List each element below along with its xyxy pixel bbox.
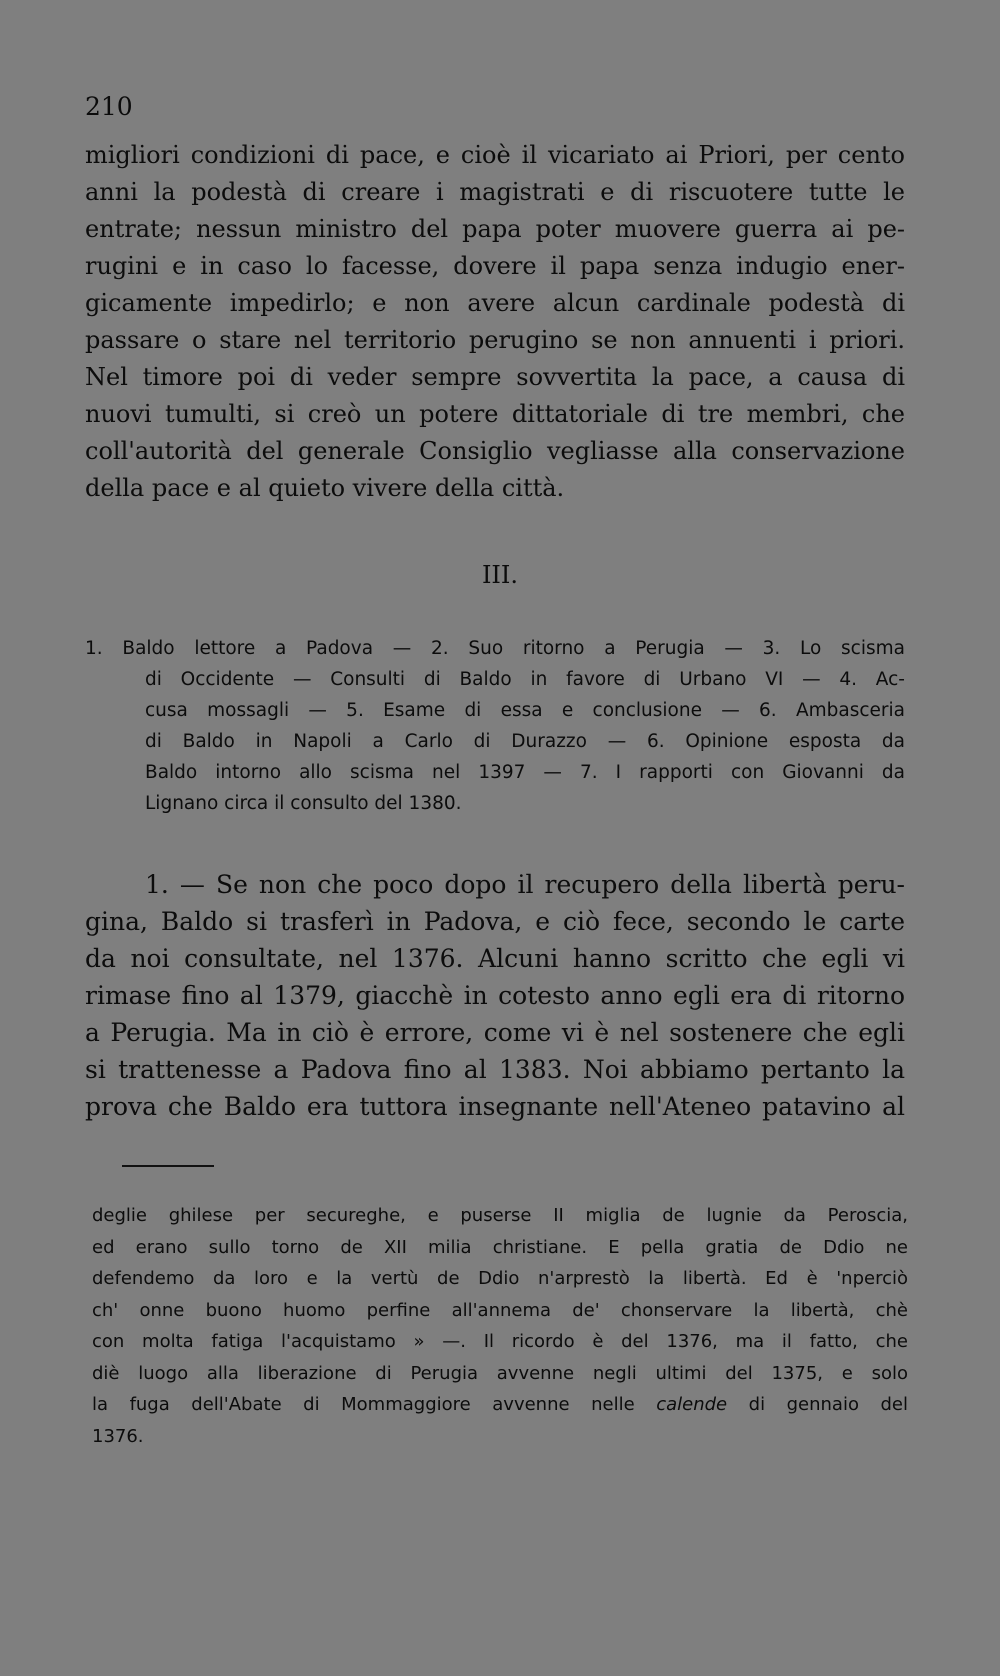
summary-line: 1. Baldo lettore a Padova — 2. Suo ritorno a Perugia — 3. Lo scisma	[85, 638, 905, 659]
text-line: si trattenesse a Padova fino al 1383. Noi abbiamo pertanto la	[85, 1055, 905, 1084]
footnote-line: defendemo da loro e la vertù de Ddio n'arprestò la libertà. Ed è 'nperciò	[92, 1268, 908, 1289]
text-line: passare o stare nel territorio perugino se non annuenti i priori.	[85, 326, 905, 354]
text-line: nuovi tumulti, si creò un potere dittatoriale di tre membri, che	[85, 400, 905, 428]
footnote-line: diè luogo alla liberazione di Perugia avvenne negli ultimi del 1375, e solo	[92, 1362, 908, 1384]
text-line: della pace e al quieto vivere della città.	[85, 474, 565, 502]
text-line: Nel timore poi di veder sempre sovvertita la pace, a causa di	[85, 363, 905, 391]
text-line: rimase fino al 1379, giacchè in cotesto anno egli era di ritorno	[85, 981, 905, 1010]
text-line: rugini e in caso lo facesse, dovere il papa senza indugio ener-	[85, 252, 905, 280]
text-line: da noi consultate, nel 1376. Alcuni hanno scritto che egli vi	[85, 944, 905, 973]
chapter-summary	[85, 633, 905, 819]
text-line: anni la podestà di creare i magistrati e di riscuotere tutte le	[85, 178, 905, 206]
footnote-text: la fuga dell'Abate di Mommaggiore avvenne nelle	[92, 1394, 657, 1415]
text-line: a Perugia. Ma in ciò è errore, come vi è nel sostenere che egli	[85, 1018, 905, 1047]
text-line: gicamente impedirlo; e non avere alcun cardinale podestà di	[85, 289, 905, 317]
summary-line: cusa mossagli — 5. Esame di essa e conclusione — 6. Ambasceria	[145, 700, 905, 721]
text-line: coll'autorità del generale Consiglio vegliasse alla conservazione	[85, 437, 905, 465]
summary-line: di Occidente — Consulti di Baldo in favore di Urbano VI — 4. Ac-	[145, 669, 905, 690]
footnote-text: di gennaio del	[727, 1394, 908, 1415]
footnote-line: deglie ghilese per secureghe, e puserse II miglia de lugnie da Peroscia,	[92, 1205, 908, 1226]
body-paragraph-1	[85, 137, 905, 507]
footnote-line: con molta fatiga l'acquistamo » —. Il ricordo è del 1376, ma il fatto, che	[92, 1331, 908, 1352]
summary-line: Lignano circa il consulto del 1380.	[145, 793, 462, 814]
body-paragraph-2	[85, 866, 905, 1125]
summary-line: Baldo intorno allo scisma nel 1397 — 7. I rapporti con Giovanni da	[145, 762, 905, 783]
footnote-divider	[122, 1165, 214, 1167]
text-line: prova che Baldo era tuttora insegnante nell'Ateneo patavino al	[85, 1092, 905, 1121]
footnote-line	[92, 1389, 908, 1421]
section-heading: III.	[481, 561, 519, 589]
footnote-line: ed erano sullo torno de XII milia christiane. E pella gratia de Ddio ne	[92, 1236, 908, 1258]
text-line: gina, Baldo si trasferì in Padova, e ciò fece, secondo le carte	[85, 907, 905, 936]
footnote-line: ch' onne buono huomo perfine all'annema de' chonservare la libertà, chè	[92, 1299, 908, 1321]
summary-line: di Baldo in Napoli a Carlo di Durazzo — 6. Opinione esposta da	[145, 731, 905, 752]
footnote-italic-word: calende	[656, 1394, 728, 1415]
footnote	[92, 1200, 908, 1452]
text-line: 1. — Se non che poco dopo il recupero della libertà peru-	[145, 870, 905, 899]
text-line: entrate; nessun ministro del papa poter muovere guerra ai pe-	[85, 215, 905, 243]
page-number: 210	[85, 92, 133, 121]
text-line: migliori condizioni di pace, e cioè il vicariato ai Priori, per cento	[85, 141, 905, 169]
footnote-line: 1376.	[92, 1425, 144, 1447]
